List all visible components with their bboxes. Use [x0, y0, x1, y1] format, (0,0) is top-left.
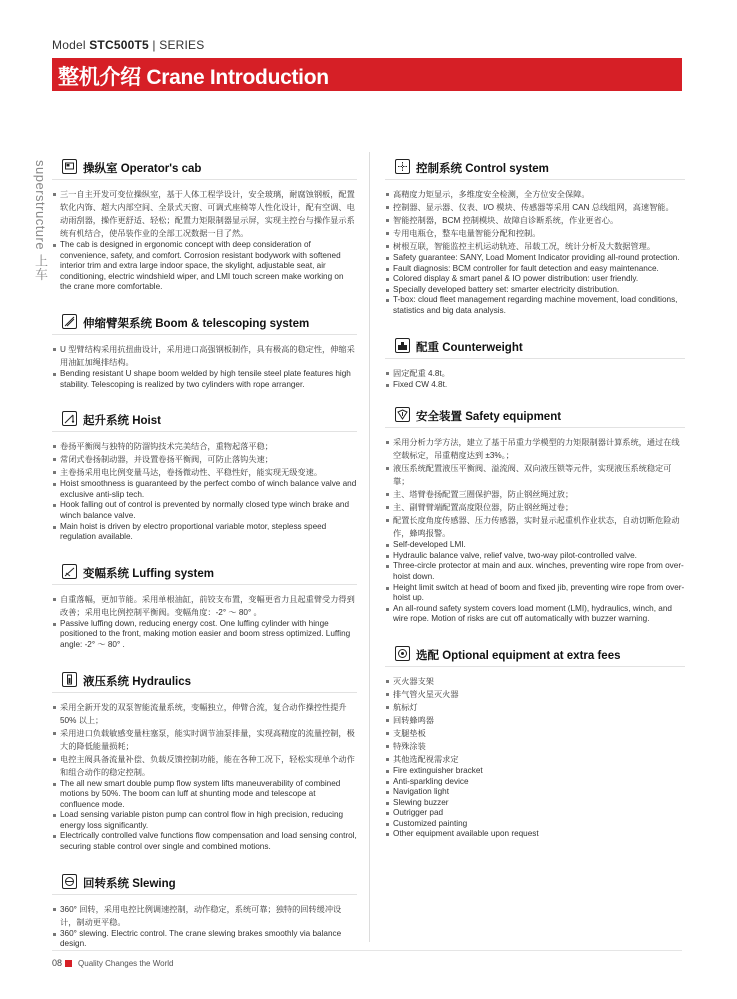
- slewing-section: [52, 867, 357, 950]
- list-item: Load sensing variable piston pump can control flow in high precision, reducing energy loss significantly.: [53, 810, 357, 831]
- model-line: [52, 38, 204, 52]
- luffing-icon: [62, 564, 77, 579]
- list-item: Fire extinguisher bracket: [386, 766, 685, 777]
- list-item: 液压系统配置液压平衡阀、溢流阀、双向液压锁等元件，实现液压系统稳定可靠；: [386, 462, 685, 488]
- section-title: 安全装置 Safety equipment: [416, 411, 562, 424]
- page-title: 整机介绍 Crane Introduction: [58, 66, 329, 89]
- footer-accent-square: [65, 960, 72, 967]
- list-item: 回转蜂鸣器: [386, 714, 685, 727]
- list-item: 固定配重 4.8t。: [386, 367, 685, 380]
- slewing-icon: [62, 874, 77, 889]
- boom-section: [52, 307, 357, 390]
- model-name: STC500T5: [89, 38, 149, 52]
- list-item: 360° slewing. Electric control. The crane slewing brakes smoothly via balance design.: [53, 929, 357, 950]
- list-item: Self-developed LMI.: [386, 540, 685, 551]
- control-system-section: [385, 152, 685, 317]
- section-header: [52, 404, 357, 432]
- section-list: [52, 188, 357, 293]
- section-header: [52, 665, 357, 693]
- optional-equipment-section: [385, 639, 685, 840]
- footer-rule: [52, 950, 682, 951]
- list-item: Height limit switch at head of boom and fixed jib, preventing wire rope from over-hoist up.: [386, 583, 685, 604]
- list-item: Bending resistant U shape boom welded by high tensile steel plate features high stability. Telescoping is realized by two cylinders with rope arranger.: [53, 369, 357, 390]
- page-number: 08: [52, 958, 63, 968]
- list-item: 控制器、显示器、仪表、I/O 模块、传感器等采用 CAN 总线组网，高速智能。: [386, 201, 685, 214]
- section-header: [385, 152, 685, 180]
- list-item: 支腿垫板: [386, 727, 685, 740]
- section-header: [385, 639, 685, 667]
- list-item: 三一自主开发可变位操纵室，基于人体工程学设计，安全玻璃，耐腐蚀钢板，配置软化内饰、超大内部空间、全景式天窗、可调式座椅等人性化设计，配有空调、电动雨刮器，操作更舒适、轻松；配置力矩限制器显示屏，实现主控台与操作显示系统有机结合，使吊装作业的全部工况数据一目了然。: [53, 188, 357, 240]
- model-prefix: Model: [52, 38, 90, 52]
- operator-cab-section: [52, 152, 357, 293]
- list-item: Hydraulic balance valve, relief valve, two-way pilot-controlled valve.: [386, 551, 685, 562]
- side-label: superstructure 上车: [33, 160, 48, 282]
- control-system-icon: [395, 159, 410, 174]
- list-item: Slewing buzzer: [386, 798, 685, 809]
- list-item: 主、塔臂卷扬配置三圈保护器，防止钢丝绳过放；: [386, 488, 685, 501]
- list-item: 采用全新开发的双泵智能流量系统，变幅独立，伸臂合流，复合动作操控性提升 50% 以上；: [53, 701, 357, 727]
- list-item: 特殊涂装: [386, 740, 685, 753]
- section-title: 配重 Counterweight: [416, 341, 523, 354]
- optional-equipment-icon: [395, 646, 410, 661]
- luffing-section: [52, 557, 357, 651]
- section-list: [52, 593, 357, 651]
- section-list: [385, 188, 685, 317]
- list-item: 航标灯: [386, 701, 685, 714]
- list-item: 卷扬平衡阀与独特的防溜钩技术完美结合，重物起落平稳；: [53, 440, 357, 453]
- list-item: 主、副臂臂端配置高度限位器，防止钢丝绳过卷；: [386, 501, 685, 514]
- section-list: [52, 701, 357, 853]
- list-item: 360° 回转，采用电控比例调速控制，动作稳定，系统可靠；独特的回转缓冲设计，制动更平稳。: [53, 903, 357, 929]
- list-item: 树根互联，智能监控主机运动轨迹、吊载工况，统计分析及大数据管理。: [386, 240, 685, 253]
- section-header: [385, 331, 685, 359]
- list-item: Specially developed battery set: smarter electricity distribution.: [386, 285, 685, 296]
- section-header: [385, 400, 685, 428]
- section-list: [385, 436, 685, 625]
- list-item: 专用电瓶仓，整车电量智能分配和控制。: [386, 227, 685, 240]
- list-item: 电控主阀具备流量补偿、负载反馈控制功能，能在各种工况下，轻松实现单个动作和组合动作的稳定控制。: [53, 753, 357, 779]
- section-title: 选配 Optional equipment at extra fees: [416, 649, 621, 662]
- section-list: [385, 675, 685, 840]
- list-item: Fixed CW 4.8t.: [386, 380, 685, 391]
- section-header: [52, 152, 357, 180]
- list-item: Hoist smoothness is guaranteed by the perfect combo of winch balance valve and exclusive anti-slip tech.: [53, 479, 357, 500]
- section-title: 伸缩臂架系统 Boom & telescoping system: [83, 317, 310, 330]
- boom-icon: [62, 314, 77, 329]
- list-item: Navigation light: [386, 787, 685, 798]
- right-column: [385, 152, 685, 840]
- list-item: Customized painting: [386, 819, 685, 830]
- list-item: 采用进口负载敏感变量柱塞泵，能实时调节油泵排量，实现高精度的流量控制，极大的降低能量损耗；: [53, 727, 357, 753]
- section-list: [52, 903, 357, 950]
- list-item: Colored display & smart panel & IO power distribution: user friendly.: [386, 274, 685, 285]
- list-item: Electrically controlled valve functions flow compensation and load sensing control, securing stable control over single and combined motions.: [53, 831, 357, 852]
- list-item: 其他选配视需求定: [386, 753, 685, 766]
- list-item: 排气管火星灭火器: [386, 688, 685, 701]
- list-item: Other equipment available upon request: [386, 829, 685, 840]
- list-item: Hook falling out of control is prevented by normally closed type winch brake and winch balance valve.: [53, 500, 357, 521]
- section-title: 控制系统 Control system: [416, 163, 549, 175]
- list-item: Outrigger pad: [386, 808, 685, 819]
- section-title: 液压系统 Hydraulics: [83, 675, 191, 688]
- hoist-icon: [62, 411, 77, 426]
- footer: [52, 958, 173, 968]
- counterweight-section: [385, 331, 685, 391]
- list-item: U 型臂结构采用抗扭曲设计，采用进口高强钢板制作，具有极高的稳定性，伸缩采用油缸加绳排结构。: [53, 343, 357, 369]
- list-item: 配置长度角度传感器、压力传感器，实时显示起重机作业状态，自动切断危险动作，蜂鸣报警。: [386, 514, 685, 540]
- section-header: [52, 867, 357, 895]
- safety-icon: [395, 407, 410, 422]
- list-item: 自重落幅，更加节能。采用单根油缸，前铰支布置，变幅更省力且起重臂受力得到改善；采用电比例控制平衡阀。变幅角度：-2° ～ 80° 。: [53, 593, 357, 619]
- list-item: 智能控制器，BCM 控制模块、故障自诊断系统，作业更省心。: [386, 214, 685, 227]
- section-title: 起升系统 Hoist: [83, 415, 161, 428]
- series-suffix: | SERIES: [148, 38, 205, 52]
- section-list: [52, 343, 357, 390]
- section-header: [52, 557, 357, 585]
- list-item: The cab is designed in ergonomic concept with deep consideration of convenience, safety, and comfort. Corrosion resistant bodywork with softened interior trim and extra large indoor space, the skylight, adjustable seat, air conditioning, electric windshield wiper, and LMI touch screen make working on the crane more comfortable.: [53, 240, 357, 293]
- list-item: Anti-sparkling device: [386, 777, 685, 788]
- list-item: Three-circle protector at main and aux. winches, preventing wire rope from over-hoist down.: [386, 561, 685, 582]
- list-item: Fault diagnosis: BCM controller for fault detection and easy maintenance.: [386, 264, 685, 275]
- list-item: Safety guarantee: SANY, Load Moment Indicator providing all-round protection.: [386, 253, 685, 264]
- counterweight-icon: [395, 338, 410, 353]
- list-item: The all new smart double pump flow system lifts maneuverability of combined motions by 50%. The boom can luff at shunting mode and telescope at confluence mode.: [53, 779, 357, 811]
- section-title: 操纵室 Operator's cab: [83, 163, 202, 175]
- list-item: 灭火器支架: [386, 675, 685, 688]
- section-list: [52, 440, 357, 543]
- footer-tagline: Quality Changes the World: [78, 959, 174, 968]
- list-item: Passive luffing down, reducing energy cost. One luffing cylinder with hinge positioned to the front, making motion easier and boom stress optimized. Luffing angle: -2° ～ 80° .: [53, 619, 357, 651]
- page-title-bar: [52, 58, 682, 91]
- hydraulics-section: [52, 665, 357, 853]
- column-divider: [369, 152, 370, 942]
- section-title: 回转系统 Slewing: [83, 877, 176, 890]
- list-item: Main hoist is driven by electro proportional variable motor, stepless speed regulation available.: [53, 522, 357, 543]
- safety-section: [385, 400, 685, 625]
- section-title: 变幅系统 Luffing system: [83, 567, 214, 580]
- operator-cab-icon: [62, 159, 77, 174]
- hoist-section: [52, 404, 357, 543]
- list-item: T-box: cloud fleet management regarding machine movement, load conditions, statistics and big data analysis.: [386, 295, 685, 316]
- list-item: 高精度力矩显示，多维度安全检测，全方位安全保障。: [386, 188, 685, 201]
- list-item: 采用分析力学方法，建立了基于吊重力学模型的力矩限制器计算系统，通过在线空载标定，吊重精度达到 ±3%。；: [386, 436, 685, 462]
- section-list: [385, 367, 685, 391]
- section-header: [52, 307, 357, 335]
- list-item: An all-round safety system covers load moment (LMI), hydraulics, winch, and wire rope. Motion of risks are cut off automatically with buzzer warning.: [386, 604, 685, 625]
- left-column: [52, 152, 357, 950]
- list-item: 主卷扬采用电比例变量马达，卷扬微动性、平稳性好，能实现无级变速。: [53, 466, 357, 479]
- hydraulics-icon: [62, 672, 77, 687]
- list-item: 常闭式卷扬制动器，并设置卷扬平衡阀，可防止落钩失速；: [53, 453, 357, 466]
